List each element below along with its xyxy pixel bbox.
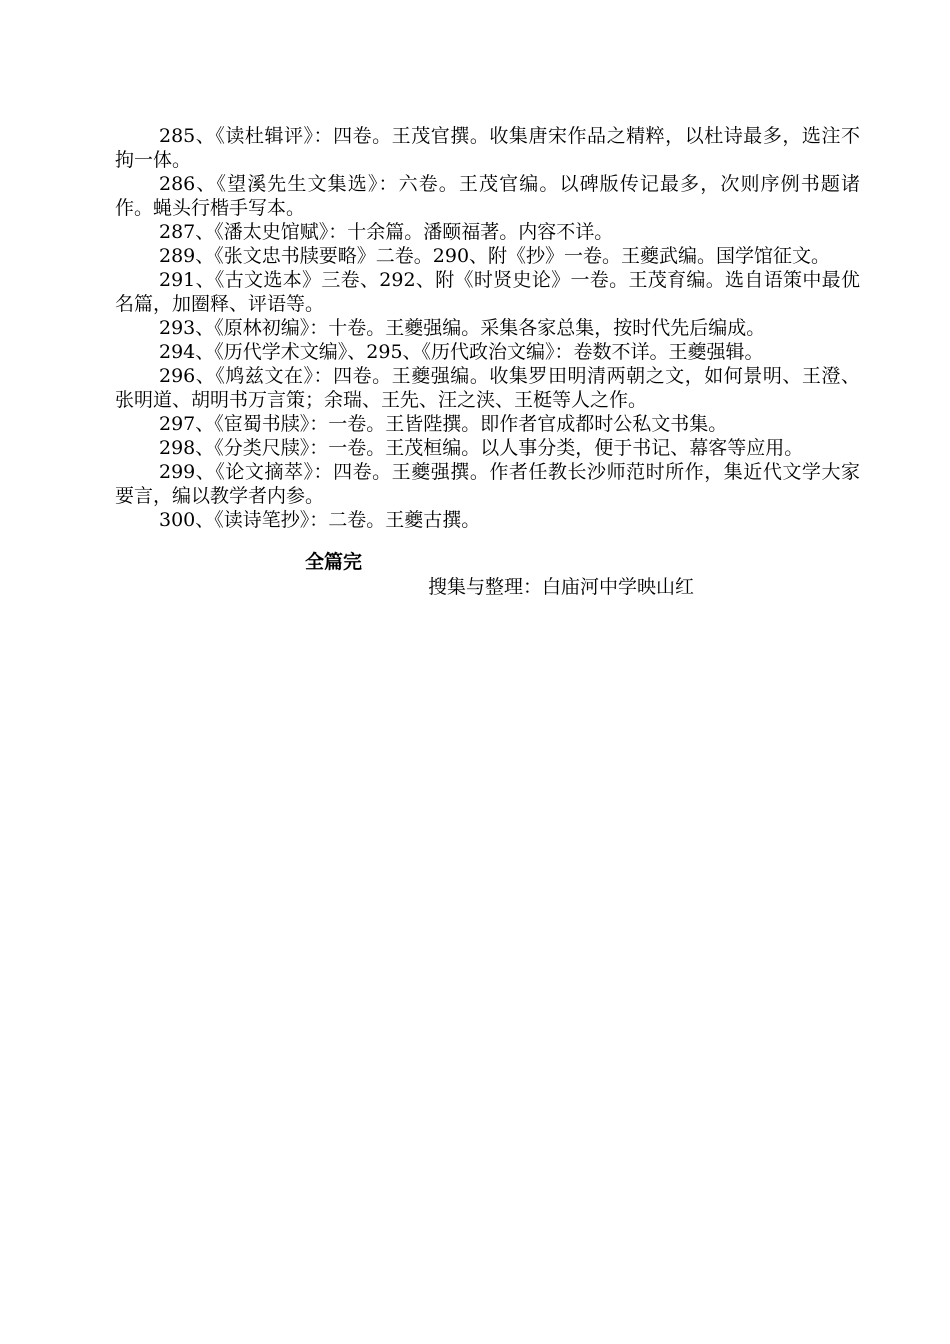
entry-298: 298、《分类尺牍》：一卷。王茂桓编。以人事分类，便于书记、幕客等应用。 bbox=[159, 437, 804, 459]
entry-296: 296、《鸠兹文在》：四卷。王夔强编。收集罗田明清两朝之文，如何景明、王澄、张明道、胡明书万言策；余瑞、王先、汪之浃、王梃等人之作。 bbox=[115, 365, 860, 411]
end-mark: 全篇完 bbox=[305, 551, 363, 573]
entry-285: 285、《读杜辑评》：四卷。王茂官撰。收集唐宋作品之精粹，以杜诗最多，选注不拘一体。 bbox=[115, 125, 860, 171]
entry-289: 289、《张文忠书牍要略》二卷。290、附《抄》一卷。王夔武编。国学馆征文。 bbox=[159, 245, 831, 267]
entry-293: 293、《原林初编》：十卷。王夔强编。采集各家总集，按时代先后编成。 bbox=[159, 317, 766, 339]
entry-294: 294、《历代学术文编》、295、《历代政治文编》：卷数不详。王夔强辑。 bbox=[159, 341, 764, 363]
entry-list bbox=[115, 124, 860, 532]
entry-291: 291、《古文选本》三卷、292、附《时贤史论》一卷。王茂育编。选自语策中最优名篇，加圈释、评语等。 bbox=[115, 269, 860, 315]
entry-300: 300、《读诗笔抄》：二卷。王夔古撰。 bbox=[159, 509, 481, 531]
compiler-credit: 搜集与整理：白庙河中学映山红 bbox=[428, 576, 695, 598]
entry-286: 286、《望溪先生文集选》：六卷。王茂官编。以碑版传记最多，次则序例书题诸作。蝇头行楷手写本。 bbox=[115, 173, 860, 219]
entry-297: 297、《宦蜀书牍》：一卷。王皆陛撰。即作者官成都时公私文书集。 bbox=[159, 413, 728, 435]
entry-299: 299、《论文摘萃》：四卷。王夔强撰。作者任教长沙师范时所作，集近代文学大家要言，编以教学者内参。 bbox=[115, 461, 860, 507]
entry-287: 287、《潘太史馆赋》：十余篇。潘颐福著。内容不详。 bbox=[159, 221, 614, 243]
